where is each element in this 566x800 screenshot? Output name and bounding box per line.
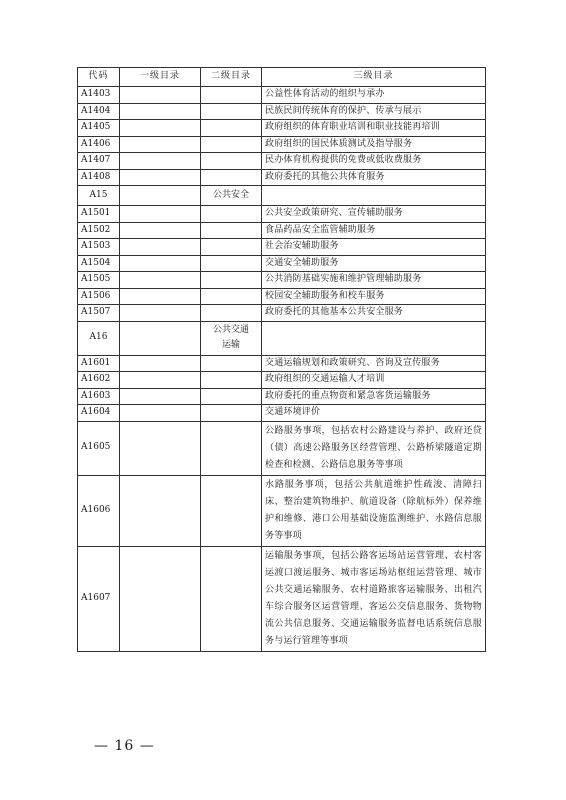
table-row-multiline bbox=[78, 546, 486, 651]
row-level2 bbox=[201, 206, 262, 223]
row-level2 bbox=[201, 222, 262, 239]
row-level3: 食品药品安全监管辅助服务 bbox=[262, 222, 486, 239]
row-level3: 公益性体育活动的组织与承办 bbox=[262, 87, 486, 104]
row-code: A1405 bbox=[78, 120, 120, 137]
row-level2 bbox=[201, 103, 262, 120]
row-level3: 民族民间传统体育的保护、传承与展示 bbox=[262, 103, 486, 120]
row-code: A1502 bbox=[78, 222, 120, 239]
row-code: A1507 bbox=[78, 305, 120, 322]
table-header bbox=[78, 68, 486, 87]
row-code: A1605 bbox=[78, 421, 120, 475]
row-code: A1604 bbox=[78, 405, 120, 422]
row-level2 bbox=[201, 405, 262, 422]
row-level1 bbox=[120, 388, 201, 405]
row-level3: 交通环境评价 bbox=[262, 405, 486, 422]
row-level3: 公共安全政策研究、宣传辅助服务 bbox=[262, 206, 486, 223]
row-level2: 公共交通运输 bbox=[201, 321, 262, 355]
row-level1 bbox=[120, 222, 201, 239]
row-level1 bbox=[120, 372, 201, 389]
row-code: A15 bbox=[78, 186, 120, 206]
row-level3: 公路服务事项，包括农村公路建设与养护、政府还贷（债）高速公路服务区经营管理、公路桥梁隧道定期检查和检测、公路信息服务等事项 bbox=[262, 421, 486, 475]
row-level3: 政府委托的重点物资和紧急客货运输服务 bbox=[262, 388, 486, 405]
row-level1 bbox=[120, 305, 201, 322]
row-level2 bbox=[201, 421, 262, 475]
row-level3: 政府组织的国民体质测试及指导服务 bbox=[262, 136, 486, 153]
header-row bbox=[78, 68, 486, 87]
table-row bbox=[78, 222, 486, 239]
row-level2 bbox=[201, 305, 262, 322]
row-level2 bbox=[201, 546, 262, 651]
row-level2: 公共安全 bbox=[201, 186, 262, 206]
row-level3: 公共消防基础实施和维护管理辅助服务 bbox=[262, 272, 486, 289]
row-level3: 政府委托的其他公共体育服务 bbox=[262, 169, 486, 186]
row-code: A1407 bbox=[78, 153, 120, 170]
table-row bbox=[78, 288, 486, 305]
row-level3: 交通安全辅助服务 bbox=[262, 255, 486, 272]
row-level2 bbox=[201, 355, 262, 372]
row-level3: 民办体育机构提供的免费或低收费服务 bbox=[262, 153, 486, 170]
table-row bbox=[78, 355, 486, 372]
header-level1: 一级目录 bbox=[120, 68, 201, 87]
row-level2 bbox=[201, 136, 262, 153]
row-code: A1408 bbox=[78, 169, 120, 186]
page-number: — 16 — bbox=[94, 738, 155, 754]
header-level2: 二级目录 bbox=[201, 68, 262, 87]
row-code: A1504 bbox=[78, 255, 120, 272]
row-code: A1406 bbox=[78, 136, 120, 153]
row-level3: 政府组织的体育职业培训和职业技能再培训 bbox=[262, 120, 486, 137]
header-code: 代码 bbox=[78, 68, 120, 87]
table-row bbox=[78, 169, 486, 186]
table-row bbox=[78, 372, 486, 389]
table-row-section bbox=[78, 321, 486, 355]
row-level1 bbox=[120, 239, 201, 256]
row-level1 bbox=[120, 272, 201, 289]
row-level1 bbox=[120, 153, 201, 170]
row-level3: 政府委托的其他基本公共安全服务 bbox=[262, 305, 486, 322]
row-code: A1403 bbox=[78, 87, 120, 104]
table-row bbox=[78, 388, 486, 405]
row-level3: 交通运输规划和政策研究、咨询及宣传服务 bbox=[262, 355, 486, 372]
row-level3: 运输服务事项，包括公路客运场站运营管理、农村客运渡口渡运服务、城市客运场站枢纽运营管理、城市公共交通运输服务、农村道路旅客运输服务、出租汽车综合服务区运营管理、客运公交信息服务、货物物流公共信息服务、交通运输服务监督电话系统信息服务与运行管理等事项 bbox=[262, 546, 486, 651]
table-row bbox=[78, 405, 486, 422]
row-level1 bbox=[120, 255, 201, 272]
row-level1 bbox=[120, 136, 201, 153]
row-level3 bbox=[262, 186, 486, 206]
row-level1 bbox=[120, 421, 201, 475]
table-row bbox=[78, 120, 486, 137]
row-level2 bbox=[201, 239, 262, 256]
row-level2 bbox=[201, 288, 262, 305]
row-level3: 水路服务事项，包括公共航道维护性疏浚、清障扫床、整治建筑物维护、航道设备（除航标外）保养维护和维修、港口公用基础设施监测维护、水路信息服务等事项 bbox=[262, 475, 486, 546]
row-level3: 校园安全辅助服务和校车服务 bbox=[262, 288, 486, 305]
row-level1 bbox=[120, 87, 201, 104]
table-row bbox=[78, 255, 486, 272]
row-level1 bbox=[120, 206, 201, 223]
row-level1 bbox=[120, 405, 201, 422]
table-body bbox=[78, 87, 486, 652]
row-code: A1404 bbox=[78, 103, 120, 120]
row-level1 bbox=[120, 169, 201, 186]
header-level3: 三级目录 bbox=[262, 68, 486, 87]
row-code: A1603 bbox=[78, 388, 120, 405]
row-code: A1501 bbox=[78, 206, 120, 223]
table-row bbox=[78, 272, 486, 289]
table-row-section bbox=[78, 186, 486, 206]
table-row-multiline bbox=[78, 421, 486, 475]
table-row bbox=[78, 136, 486, 153]
row-code: A16 bbox=[78, 321, 120, 355]
row-code: A1505 bbox=[78, 272, 120, 289]
row-code: A1601 bbox=[78, 355, 120, 372]
row-level2 bbox=[201, 169, 262, 186]
row-level1 bbox=[120, 288, 201, 305]
row-level1 bbox=[120, 355, 201, 372]
row-code: A1607 bbox=[78, 546, 120, 651]
row-level2 bbox=[201, 372, 262, 389]
row-level3: 政府组织的交通运输人才培训 bbox=[262, 372, 486, 389]
row-level1 bbox=[120, 103, 201, 120]
row-level2 bbox=[201, 272, 262, 289]
row-level2 bbox=[201, 475, 262, 546]
row-level3 bbox=[262, 321, 486, 355]
row-level1 bbox=[120, 120, 201, 137]
row-code: A1503 bbox=[78, 239, 120, 256]
table-row bbox=[78, 87, 486, 104]
row-level2 bbox=[201, 120, 262, 137]
row-level2 bbox=[201, 87, 262, 104]
table-row bbox=[78, 239, 486, 256]
row-level1 bbox=[120, 475, 201, 546]
table-row bbox=[78, 305, 486, 322]
row-code: A1606 bbox=[78, 475, 120, 546]
row-level1 bbox=[120, 186, 201, 206]
table-row bbox=[78, 153, 486, 170]
table-row-multiline bbox=[78, 475, 486, 546]
row-level3: 社会治安辅助服务 bbox=[262, 239, 486, 256]
row-level2 bbox=[201, 255, 262, 272]
row-code: A1506 bbox=[78, 288, 120, 305]
table-row bbox=[78, 103, 486, 120]
row-code: A1602 bbox=[78, 372, 120, 389]
row-level1 bbox=[120, 546, 201, 651]
row-level2 bbox=[201, 153, 262, 170]
table-row bbox=[78, 206, 486, 223]
catalog-table bbox=[77, 67, 486, 652]
row-level2 bbox=[201, 388, 262, 405]
row-level1 bbox=[120, 321, 201, 355]
